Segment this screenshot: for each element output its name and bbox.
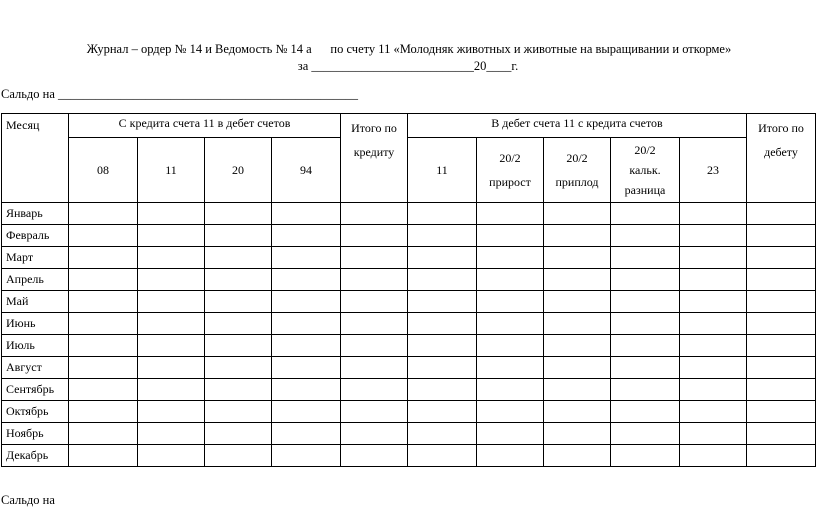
- entry-cell[interactable]: [680, 423, 747, 445]
- month-name-cell: Сентябрь: [2, 379, 69, 401]
- entry-cell[interactable]: [680, 247, 747, 269]
- entry-cell[interactable]: [341, 291, 408, 313]
- month-name-cell: Май: [2, 291, 69, 313]
- month-row: [2, 247, 816, 269]
- entry-cell[interactable]: [544, 313, 611, 335]
- entry-cell[interactable]: [69, 423, 138, 445]
- journal-title: Журнал – ордер № 14 и Ведомость № 14 а по счету 11 «Молодняк животных и животные на выращивании и откорме»: [86, 42, 732, 56]
- month-name-cell: Октябрь: [2, 401, 69, 423]
- entry-cell[interactable]: [747, 313, 816, 335]
- entry-cell[interactable]: [544, 247, 611, 269]
- entry-cell[interactable]: [272, 335, 341, 357]
- entry-cell[interactable]: [544, 423, 611, 445]
- credit-total-label-line1: Итого по: [351, 121, 397, 135]
- month-row: [2, 335, 816, 357]
- entry-cell[interactable]: [138, 247, 205, 269]
- entry-cell[interactable]: [477, 269, 544, 291]
- month-row: [2, 269, 816, 291]
- entry-cell[interactable]: [69, 401, 138, 423]
- entry-cell[interactable]: [747, 335, 816, 357]
- opening-balance-line: Сальдо на ________________________________________________: [1, 87, 359, 101]
- entry-cell[interactable]: [747, 401, 816, 423]
- debit-account-note: приплод: [555, 175, 599, 189]
- entry-cell[interactable]: [205, 313, 272, 335]
- entry-cell[interactable]: [680, 335, 747, 357]
- entry-cell[interactable]: [272, 203, 341, 225]
- debit-account-20-2-growth: [477, 138, 544, 203]
- month-name-cell: Февраль: [2, 225, 69, 247]
- entry-cell[interactable]: [408, 291, 477, 313]
- entry-cell[interactable]: [341, 379, 408, 401]
- entry-cell[interactable]: [138, 291, 205, 313]
- entry-cell[interactable]: [272, 225, 341, 247]
- debit-total-header: [747, 114, 816, 203]
- entry-cell[interactable]: [205, 335, 272, 357]
- entry-cell[interactable]: [205, 357, 272, 379]
- entry-cell[interactable]: [611, 423, 680, 445]
- entry-cell[interactable]: [477, 203, 544, 225]
- entry-cell[interactable]: [611, 247, 680, 269]
- entry-cell[interactable]: [272, 445, 341, 467]
- entry-cell[interactable]: [341, 203, 408, 225]
- entry-cell[interactable]: [408, 203, 477, 225]
- entry-cell[interactable]: [138, 357, 205, 379]
- month-name-cell: Апрель: [2, 269, 69, 291]
- entry-cell[interactable]: [272, 423, 341, 445]
- entry-cell[interactable]: [747, 269, 816, 291]
- entry-cell[interactable]: [138, 225, 205, 247]
- entry-cell[interactable]: [69, 247, 138, 269]
- entry-cell[interactable]: [544, 379, 611, 401]
- credit-group-header: С кредита счета 11 в дебет счетов: [69, 114, 341, 138]
- entry-cell[interactable]: [272, 401, 341, 423]
- entry-cell[interactable]: [408, 269, 477, 291]
- month-row: [2, 401, 816, 423]
- debit-account-code: 20/2: [499, 151, 521, 165]
- debit-total-label-line1: Итого по: [758, 121, 804, 135]
- entry-cell[interactable]: [341, 423, 408, 445]
- entry-cell[interactable]: [477, 313, 544, 335]
- entry-cell[interactable]: [747, 291, 816, 313]
- debit-account-code: 20/2: [566, 151, 588, 165]
- ledger-table: [1, 113, 816, 467]
- entry-cell[interactable]: [138, 423, 205, 445]
- month-name-cell: Август: [2, 357, 69, 379]
- entry-cell[interactable]: [69, 313, 138, 335]
- entry-cell[interactable]: [544, 335, 611, 357]
- entry-cell[interactable]: [611, 269, 680, 291]
- entry-cell[interactable]: [680, 203, 747, 225]
- entry-cell[interactable]: [408, 445, 477, 467]
- debit-account-20-2-calc-diff: [611, 138, 680, 203]
- month-row: [2, 357, 816, 379]
- entry-cell[interactable]: [611, 203, 680, 225]
- entry-cell[interactable]: [544, 269, 611, 291]
- entry-cell[interactable]: [408, 313, 477, 335]
- month-name-cell: Июль: [2, 335, 69, 357]
- entry-cell[interactable]: [544, 203, 611, 225]
- entry-cell[interactable]: [341, 335, 408, 357]
- credit-account-94: 94: [272, 138, 341, 203]
- entry-cell[interactable]: [205, 225, 272, 247]
- entry-cell[interactable]: [611, 357, 680, 379]
- month-row: [2, 225, 816, 247]
- credit-account-11: 11: [138, 138, 205, 203]
- entry-cell[interactable]: [680, 357, 747, 379]
- entry-cell[interactable]: [138, 269, 205, 291]
- entry-cell[interactable]: [747, 225, 816, 247]
- entry-cell[interactable]: [408, 379, 477, 401]
- entry-cell[interactable]: [408, 357, 477, 379]
- entry-cell[interactable]: [611, 225, 680, 247]
- month-row: [2, 313, 816, 335]
- entry-cell[interactable]: [205, 247, 272, 269]
- entry-cell[interactable]: [205, 379, 272, 401]
- credit-total-header: [341, 114, 408, 203]
- credit-total-label-line2: кредиту: [353, 145, 395, 159]
- entry-cell[interactable]: [680, 313, 747, 335]
- entry-cell[interactable]: [544, 445, 611, 467]
- entry-cell[interactable]: [272, 313, 341, 335]
- entry-cell[interactable]: [341, 247, 408, 269]
- entry-cell[interactable]: [341, 313, 408, 335]
- entry-cell[interactable]: [205, 445, 272, 467]
- debit-account-note: кальк.: [629, 163, 661, 177]
- entry-cell[interactable]: [69, 203, 138, 225]
- entry-cell[interactable]: [477, 379, 544, 401]
- entry-cell[interactable]: [408, 401, 477, 423]
- entry-cell[interactable]: [272, 357, 341, 379]
- entry-cell[interactable]: [680, 401, 747, 423]
- debit-account-11: 11: [408, 138, 477, 203]
- entry-cell[interactable]: [341, 225, 408, 247]
- closing-balance-line: Сальдо на: [1, 493, 55, 507]
- entry-cell[interactable]: [611, 313, 680, 335]
- entry-cell[interactable]: [138, 445, 205, 467]
- month-name-cell: Март: [2, 247, 69, 269]
- entry-cell[interactable]: [341, 445, 408, 467]
- debit-account-note-2: разница: [624, 183, 666, 197]
- entry-cell[interactable]: [477, 291, 544, 313]
- entry-cell[interactable]: [477, 401, 544, 423]
- entry-cell[interactable]: [341, 269, 408, 291]
- month-name-cell: Ноябрь: [2, 423, 69, 445]
- month-name-cell: Июнь: [2, 313, 69, 335]
- entry-cell[interactable]: [680, 291, 747, 313]
- entry-cell[interactable]: [408, 335, 477, 357]
- debit-account-code: 20/2: [634, 143, 656, 157]
- entry-cell[interactable]: [747, 423, 816, 445]
- entry-cell[interactable]: [747, 357, 816, 379]
- entry-cell[interactable]: [611, 401, 680, 423]
- debit-total-label-line2: дебету: [764, 145, 798, 159]
- entry-cell[interactable]: [69, 379, 138, 401]
- entry-cell[interactable]: [477, 225, 544, 247]
- month-row: [2, 379, 816, 401]
- entry-cell[interactable]: [477, 247, 544, 269]
- entry-cell[interactable]: [272, 291, 341, 313]
- debit-account-20-2-offspring: [544, 138, 611, 203]
- entry-cell[interactable]: [747, 247, 816, 269]
- entry-cell[interactable]: [544, 401, 611, 423]
- entry-cell[interactable]: [680, 225, 747, 247]
- entry-cell[interactable]: [69, 269, 138, 291]
- month-name-cell: Декабрь: [2, 445, 69, 467]
- month-name-cell: Январь: [2, 203, 69, 225]
- entry-cell[interactable]: [544, 291, 611, 313]
- entry-cell[interactable]: [544, 225, 611, 247]
- month-row: [2, 203, 816, 225]
- entry-cell[interactable]: [138, 335, 205, 357]
- entry-cell[interactable]: [272, 269, 341, 291]
- entry-cell[interactable]: [272, 247, 341, 269]
- entry-cell[interactable]: [611, 379, 680, 401]
- entry-cell[interactable]: [747, 379, 816, 401]
- entry-cell[interactable]: [477, 335, 544, 357]
- entry-cell[interactable]: [69, 291, 138, 313]
- month-row: [2, 291, 816, 313]
- month-column-header: Месяц: [2, 114, 69, 203]
- debit-account-23: 23: [680, 138, 747, 203]
- entry-cell[interactable]: [138, 401, 205, 423]
- period-line: за __________________________20____г.: [297, 59, 519, 73]
- entry-cell[interactable]: [138, 203, 205, 225]
- credit-account-08: 08: [69, 138, 138, 203]
- entry-cell[interactable]: [205, 291, 272, 313]
- entry-cell[interactable]: [205, 423, 272, 445]
- entry-cell[interactable]: [138, 379, 205, 401]
- entry-cell[interactable]: [341, 401, 408, 423]
- entry-cell[interactable]: [69, 357, 138, 379]
- entry-cell[interactable]: [341, 357, 408, 379]
- entry-cell[interactable]: [477, 423, 544, 445]
- entry-cell[interactable]: [477, 357, 544, 379]
- entry-cell[interactable]: [408, 423, 477, 445]
- debit-group-header: В дебет счета 11 с кредита счетов: [408, 114, 747, 138]
- entry-cell[interactable]: [611, 445, 680, 467]
- month-row: [2, 423, 816, 445]
- entry-cell[interactable]: [544, 357, 611, 379]
- entry-cell[interactable]: [680, 379, 747, 401]
- entry-cell[interactable]: [611, 335, 680, 357]
- entry-cell[interactable]: [69, 445, 138, 467]
- entry-cell[interactable]: [205, 203, 272, 225]
- entry-cell[interactable]: [408, 225, 477, 247]
- entry-cell[interactable]: [747, 203, 816, 225]
- entry-cell[interactable]: [138, 313, 205, 335]
- entry-cell[interactable]: [69, 335, 138, 357]
- entry-cell[interactable]: [747, 445, 816, 467]
- entry-cell[interactable]: [680, 445, 747, 467]
- entry-cell[interactable]: [205, 401, 272, 423]
- entry-cell[interactable]: [69, 225, 138, 247]
- entry-cell[interactable]: [272, 379, 341, 401]
- entry-cell[interactable]: [680, 269, 747, 291]
- entry-cell[interactable]: [611, 291, 680, 313]
- entry-cell[interactable]: [477, 445, 544, 467]
- entry-cell[interactable]: [408, 247, 477, 269]
- credit-account-20: 20: [205, 138, 272, 203]
- entry-cell[interactable]: [205, 269, 272, 291]
- debit-account-note: прирост: [489, 175, 531, 189]
- month-row: [2, 445, 816, 467]
